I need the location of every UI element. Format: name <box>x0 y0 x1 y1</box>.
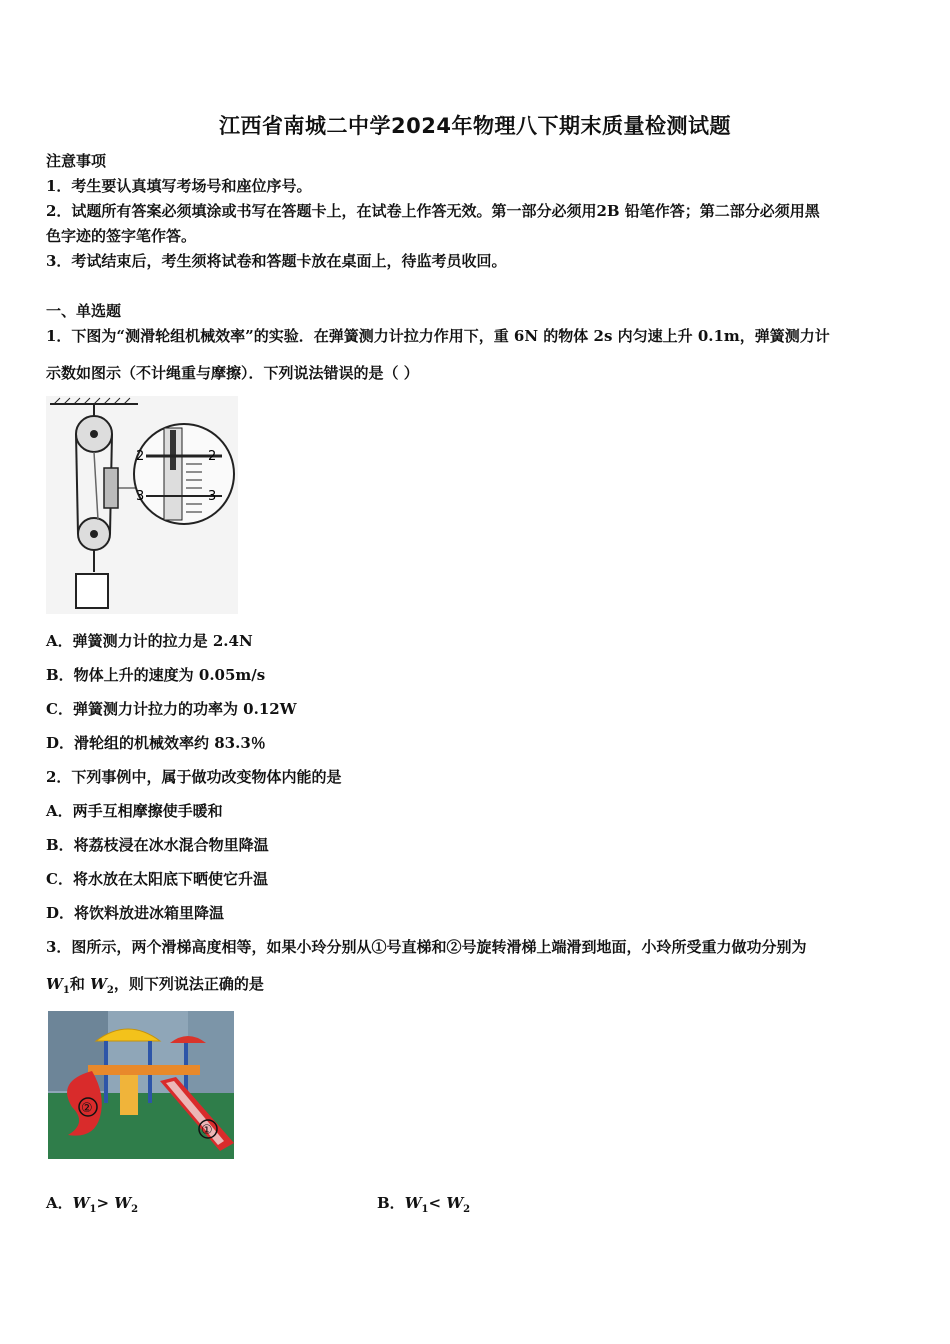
q2-stem: 2．下列事例中，属于做功改变物体内能的是 <box>46 768 342 786</box>
subscript: 1 <box>62 985 70 996</box>
q1-option-a: A．弹簧测力计的拉力是 2.4N <box>46 632 253 650</box>
pulley-diagram <box>46 396 238 614</box>
page-title: 江西省南城二中学2024年物理八下期末质量检测试题 <box>219 114 731 138</box>
weight-block <box>76 574 108 608</box>
var-w: W <box>404 1194 422 1212</box>
var-w: W <box>72 1194 90 1212</box>
scale-label: 3 <box>136 489 145 504</box>
notice-item: 3．考试结束后，考生须将试卷和答题卡放在桌面上，待监考员收回。 <box>46 252 507 270</box>
operator: > <box>96 1194 115 1212</box>
playground-slide-icon <box>48 1011 234 1159</box>
text: 和 <box>69 975 91 993</box>
q3-stem-line2 <box>46 973 264 1002</box>
zoom-circle <box>134 424 234 524</box>
q1-stem-line1: 1．下图为“测滑轮组机械效率”的实验．在弹簧测力计拉力作用下，重 6N 的物体 2s 内匀速上升 0.1m，弹簧测力计 <box>46 327 830 345</box>
q3-option-b <box>377 1192 470 1215</box>
subscript: 1 <box>89 1204 97 1215</box>
pulley-axle <box>90 430 98 438</box>
q3-option-a <box>46 1192 138 1215</box>
var-w: W <box>90 975 107 993</box>
option-prefix: B． <box>377 1194 405 1212</box>
subscript: 1 <box>421 1204 429 1215</box>
notice-heading: 注意事项 <box>46 152 107 170</box>
subscript: 2 <box>463 1204 471 1215</box>
scale-spring <box>170 430 176 470</box>
section-heading: 一、单选题 <box>46 302 122 320</box>
q2-option-b: B．将荔枝浸在冰水混合物里降温 <box>46 836 269 854</box>
notice-item: 色字迹的签字笔作答。 <box>46 227 197 245</box>
var-w: W <box>114 1194 132 1212</box>
operator: < <box>428 1194 447 1212</box>
option-prefix: A． <box>46 1194 73 1212</box>
slide-label-2: ② <box>81 1101 93 1116</box>
spring-scale <box>104 468 118 508</box>
var-w: W <box>446 1194 464 1212</box>
platform <box>88 1065 200 1075</box>
q2-option-a: A．两手互相摩擦使手暖和 <box>46 802 223 820</box>
ladder <box>120 1075 138 1115</box>
scale-label: 2 <box>136 449 145 464</box>
q2-option-d: D．将饮料放进冰箱里降温 <box>46 904 225 922</box>
q1-option-b: B．物体上升的速度为 0.05m/s <box>46 666 266 684</box>
q1-option-d: D．滑轮组的机械效率约 83.3％ <box>46 734 266 752</box>
playground-photo <box>48 1011 234 1159</box>
slide-label-1: ① <box>201 1123 213 1138</box>
subscript: 2 <box>106 985 114 996</box>
scale-label: 2 <box>208 449 217 464</box>
q1-stem-line2: 示数如图示（不计绳重与摩擦）．下列说法错误的是（ ） <box>46 364 419 382</box>
notice-item: 2．试题所有答案必须填涂或书写在答题卡上，在试卷上作答无效。第一部分必须用2B 铅笔作答；第二部分必须用黑 <box>46 202 820 220</box>
q1-option-c: C．弹簧测力计拉力的功率为 0.12W <box>46 700 297 718</box>
text: ，则下列说法正确的是 <box>113 975 264 993</box>
building <box>188 1011 234 1101</box>
q2-option-c: C．将水放在太阳底下晒使它升温 <box>46 870 268 888</box>
pulley-axle <box>90 530 98 538</box>
notice-item: 1．考生要认真填写考场号和座位序号。 <box>46 177 312 195</box>
scale-label: 3 <box>208 489 217 504</box>
q3-stem-line1: 3．图所示，两个滑梯高度相等，如果小玲分别从①号直梯和②号旋转滑梯上端滑到地面，小玲所受重力做功分别为 <box>46 938 807 956</box>
subscript: 2 <box>131 1204 139 1215</box>
var-w: W <box>46 975 63 993</box>
pulley-diagram-icon <box>46 396 238 614</box>
